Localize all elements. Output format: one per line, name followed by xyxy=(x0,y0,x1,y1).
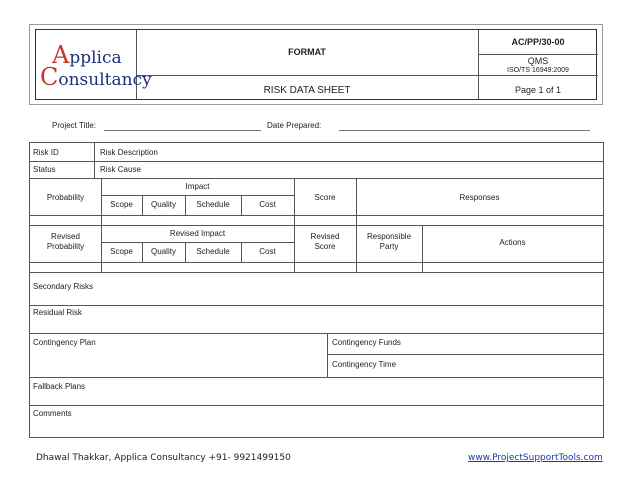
row-line xyxy=(30,161,603,162)
row-line xyxy=(30,178,603,179)
header-divider-iso xyxy=(478,75,598,76)
project-title-label: Project Title: xyxy=(52,121,97,130)
col-line xyxy=(327,333,328,377)
row-line xyxy=(30,333,603,334)
quality-label: Quality xyxy=(151,200,176,209)
secondary-risks-label: Secondary Risks xyxy=(33,282,94,291)
project-title-field[interactable] xyxy=(104,130,261,131)
contingency-funds-label: Contingency Funds xyxy=(332,338,401,347)
col-line xyxy=(294,178,295,272)
risk-cause-label: Risk Cause xyxy=(100,165,141,174)
actions-label: Actions xyxy=(499,238,526,247)
comments-label: Comments xyxy=(33,409,72,418)
revised-score-label-line2: Score xyxy=(314,242,336,251)
contingency-plan-label: Contingency Plan xyxy=(33,338,96,347)
revised-score-label-line1: Revised xyxy=(310,232,340,241)
revised-probability-label-line1: Revised xyxy=(51,232,80,241)
revised-impact-label: Revised Impact xyxy=(169,229,226,238)
contingency-time-label: Contingency Time xyxy=(332,360,397,369)
header-divider-code xyxy=(478,54,598,55)
logo-line-consultancy: Consultancy xyxy=(40,63,152,91)
responses-label: Responses xyxy=(459,193,500,202)
col-line xyxy=(356,178,357,272)
date-prepared-field[interactable] xyxy=(339,130,590,131)
header-divider-title xyxy=(136,75,478,76)
qms-label: QMS xyxy=(527,56,549,66)
revised-scope-label: Scope xyxy=(110,247,133,256)
col-line xyxy=(422,225,423,272)
footer-website-link[interactable]: www.ProjectSupportTools.com xyxy=(468,453,603,463)
row-line xyxy=(30,215,603,216)
row-line xyxy=(30,262,603,263)
status-label: Status xyxy=(33,165,56,174)
format-label: FORMAT xyxy=(288,47,326,57)
col-line xyxy=(94,143,95,178)
document-title: RISK DATA SHEET xyxy=(263,85,351,96)
risk-id-label: Risk ID xyxy=(33,148,59,157)
page-number: Page 1 of 1 xyxy=(514,85,562,95)
responsible-party-label-line1: Responsible xyxy=(366,232,412,241)
row-line xyxy=(30,272,603,273)
residual-risk-label: Residual Risk xyxy=(33,308,82,317)
risk-form xyxy=(29,142,604,438)
revised-quality-label: Quality xyxy=(151,247,176,256)
row-line xyxy=(30,225,603,226)
probability-label: Probability xyxy=(46,193,85,202)
schedule-label: Schedule xyxy=(196,200,230,209)
row-line xyxy=(30,305,603,306)
footer-author: Dhawal Thakkar, Applica Consultancy +91- 9921499150 xyxy=(36,453,291,463)
row-line xyxy=(101,242,294,243)
cost-label: Cost xyxy=(259,200,276,209)
revised-schedule-label: Schedule xyxy=(196,247,230,256)
fallback-plans-label: Fallback Plans xyxy=(33,382,86,391)
row-line xyxy=(327,354,603,355)
impact-label: Impact xyxy=(185,182,210,191)
logo-line-applica: Applica xyxy=(52,41,122,69)
row-line xyxy=(30,377,603,378)
col-line xyxy=(101,178,102,272)
scope-label: Scope xyxy=(110,200,133,209)
row-line xyxy=(30,405,603,406)
document-code: AC/PP/30-00 xyxy=(511,37,565,47)
score-label: Score xyxy=(314,193,336,202)
revised-probability-label-line2: Probability xyxy=(46,242,85,251)
responsible-party-label-line2: Party xyxy=(379,242,399,251)
revised-cost-label: Cost xyxy=(259,247,276,256)
iso-standard: ISO/TS 16949:2009 xyxy=(507,67,569,74)
header-box xyxy=(35,29,597,100)
row-line xyxy=(101,195,294,196)
date-prepared-label: Date Prepared: xyxy=(267,121,322,130)
risk-description-label: Risk Description xyxy=(100,148,158,157)
